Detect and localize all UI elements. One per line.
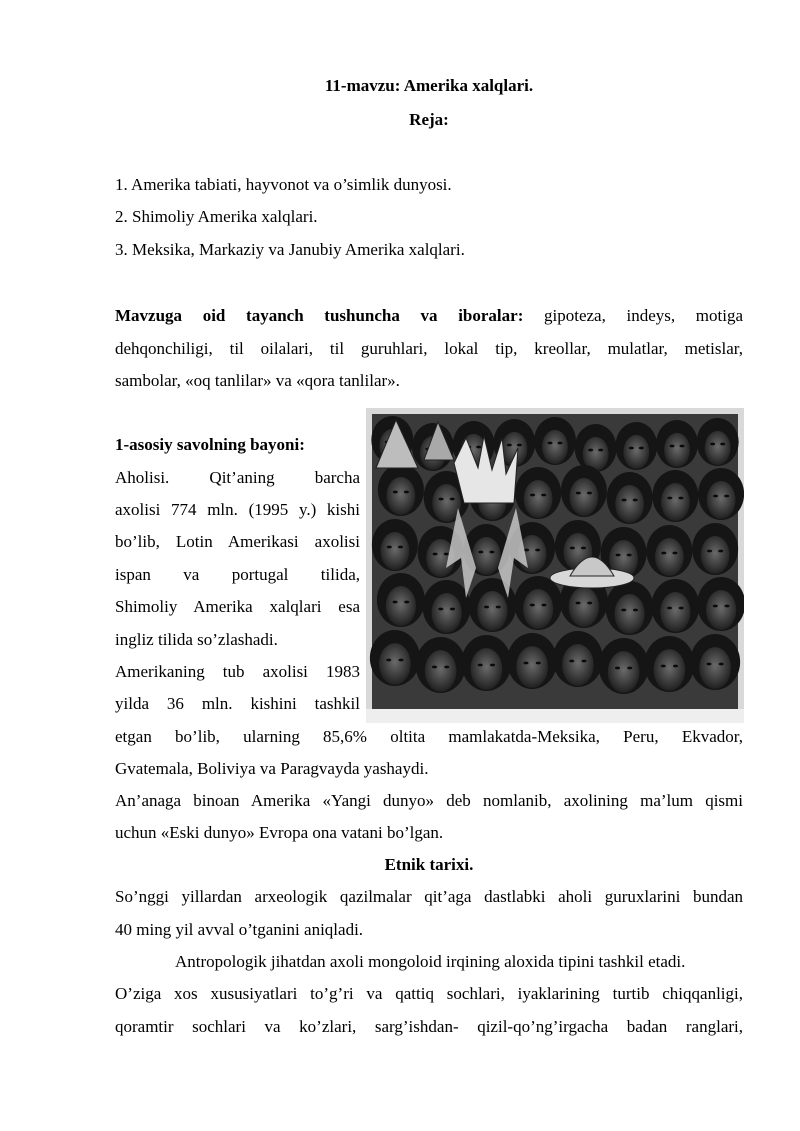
plan-item-2: 2. Shimoliy Amerika xalqlari. bbox=[115, 207, 318, 226]
portrait-eye bbox=[507, 444, 512, 447]
narrow-line-4: ispan va portugal tilida, bbox=[115, 565, 360, 584]
portrait-face bbox=[705, 431, 731, 465]
section2-heading: Etnik tarixi. bbox=[384, 855, 474, 874]
portrait-eye bbox=[710, 443, 715, 446]
portrait-eye bbox=[569, 660, 574, 663]
portrait-eye bbox=[627, 667, 632, 670]
portrait-eye bbox=[404, 491, 409, 494]
portrait-eye bbox=[718, 550, 723, 553]
portrait-eye bbox=[524, 549, 529, 552]
portrait-eye bbox=[667, 497, 672, 500]
portrait-eye bbox=[720, 443, 725, 446]
portrait-face bbox=[524, 480, 553, 518]
portrait-eye bbox=[627, 554, 632, 557]
portrait-eye bbox=[588, 449, 593, 452]
portrait-eye bbox=[558, 442, 563, 445]
portrait-face bbox=[472, 537, 501, 575]
portrait-eye bbox=[615, 667, 620, 670]
portrait-eye bbox=[598, 449, 603, 452]
portraits-illustration bbox=[366, 408, 744, 723]
narrow-line-2: axolisi 774 mln. (1995 y.) kishi bbox=[115, 500, 360, 519]
portrait-eye bbox=[639, 447, 644, 450]
portrait-face bbox=[615, 594, 645, 634]
portrait-face bbox=[523, 589, 553, 629]
portrait-eye bbox=[386, 659, 391, 662]
portrait-face bbox=[569, 587, 599, 627]
portrait-eye bbox=[575, 602, 580, 605]
portrait-eye bbox=[489, 551, 494, 554]
portrait-eye bbox=[496, 606, 501, 609]
portrait-eye bbox=[542, 604, 547, 607]
portrait-face bbox=[380, 532, 409, 570]
portrait-face bbox=[542, 430, 568, 464]
portrait-eye bbox=[439, 498, 444, 501]
portrait-eye bbox=[629, 447, 634, 450]
portrait-eye bbox=[432, 666, 437, 669]
narrow-line-7: Amerikaning tub axolisi 1983 bbox=[115, 662, 360, 681]
wide-line-4: uchun «Eski dunyo» Evropa ona vatani bo’lgan. bbox=[115, 823, 444, 842]
portrait-eye bbox=[621, 609, 626, 612]
portrait-face bbox=[655, 538, 684, 576]
portrait-eye bbox=[535, 549, 540, 552]
portrait-eye bbox=[713, 495, 718, 498]
portrait-eye bbox=[725, 605, 730, 608]
keyterms-first: gipoteza, indeys, motiga bbox=[523, 306, 743, 325]
portrait-eye bbox=[587, 492, 592, 495]
portrait-face bbox=[562, 644, 594, 686]
portrait-eye bbox=[719, 663, 724, 666]
wide-line-1: etgan bo’lib, ularning 85,6% oltita mamlakatda-Meksika, Peru, Ekvador, bbox=[115, 727, 743, 746]
portrait-eye bbox=[404, 601, 409, 604]
portrait-eye bbox=[387, 546, 392, 549]
page-title: 11-mavzu: Amerika xalqlari. bbox=[324, 76, 534, 95]
portrait-eye bbox=[672, 552, 677, 555]
portrait-eye bbox=[669, 445, 674, 448]
portrait-eye bbox=[478, 664, 483, 667]
narrow-line-5: Shimoliy Amerika xalqlari esa bbox=[115, 597, 360, 616]
portrait-face bbox=[654, 649, 686, 691]
wide-line-2: Gvatemala, Boliviya va Paragvayda yashaydi. bbox=[115, 759, 429, 778]
portrait-face bbox=[386, 586, 416, 626]
portrait-face bbox=[608, 651, 640, 693]
narrow-line-3: bo’lib, Lotin Amerikasi axolisi bbox=[115, 532, 360, 551]
portrait-eye bbox=[450, 608, 455, 611]
portrait-face bbox=[699, 647, 731, 689]
portrait-face bbox=[569, 478, 598, 516]
portrait-eye bbox=[667, 607, 672, 610]
portrait-face bbox=[477, 591, 507, 631]
portrait-eye bbox=[679, 607, 684, 610]
plan-item-1: 1. Amerika tabiati, hayvonot va o’simlik dunyosi. bbox=[115, 175, 452, 194]
portrait-eye bbox=[706, 663, 711, 666]
plan-heading: Reja: bbox=[409, 110, 449, 129]
portrait-eye bbox=[633, 609, 638, 612]
portrait-eye bbox=[530, 604, 535, 607]
portrait-face bbox=[471, 648, 503, 690]
portrait-eye bbox=[484, 606, 489, 609]
portrait-eye bbox=[587, 602, 592, 605]
portrait-face bbox=[707, 481, 736, 519]
portrait-eye bbox=[633, 499, 638, 502]
portrait-eye bbox=[398, 546, 403, 549]
portrait-eye bbox=[570, 547, 575, 550]
portrait-eye bbox=[724, 495, 729, 498]
portrait-face bbox=[516, 646, 548, 688]
portrait-eye bbox=[517, 444, 522, 447]
portrait-face bbox=[615, 485, 644, 523]
portrait-eye bbox=[530, 494, 535, 497]
portrait-face bbox=[386, 477, 415, 515]
portrait-eye bbox=[523, 662, 528, 665]
portrait-eye bbox=[547, 442, 552, 445]
portrait-eye bbox=[713, 605, 718, 608]
wide-line-3: An’anaga binoan Amerika «Yangi dunyo» deb nomlanib, axolining ma’lum qismi bbox=[115, 791, 743, 810]
portrait-eye bbox=[616, 554, 621, 557]
portrait-eye bbox=[438, 608, 443, 611]
final-line-1: O’ziga xos xususiyatlari to’g’ri va qattiq sochlari, iyaklarining turtib chiqqanligi, bbox=[115, 984, 743, 1003]
portrait-eye bbox=[680, 445, 685, 448]
narrow-line-1: Aholisi. Qit’aning barcha bbox=[115, 468, 360, 487]
portrait-eye bbox=[678, 497, 683, 500]
indigenous-peoples-engraving bbox=[366, 408, 744, 723]
portrait-eye bbox=[622, 499, 627, 502]
keyterms-line-2: dehqonchiligi, til oilalari, til guruhlari, lokal tip, kreollar, mulatlar, metislar, bbox=[115, 339, 743, 358]
portrait-eye bbox=[393, 491, 398, 494]
portrait-eye bbox=[673, 665, 678, 668]
section1-heading: 1-asosiy savolning bayoni: bbox=[115, 435, 305, 454]
keyterms-label: Mavzuga oid tayanch tushuncha va iboralar: bbox=[115, 306, 524, 325]
section2-line-2: 40 ming yil avval o’tganini aniqladi. bbox=[115, 920, 364, 939]
portrait-eye bbox=[707, 550, 712, 553]
portrait-eye bbox=[582, 660, 587, 663]
portrait-eye bbox=[444, 553, 449, 556]
portrait-eye bbox=[450, 498, 455, 501]
section2-line-1: So’nggi yillardan arxeologik qazilmalar qit’aga dastlabki aholi guruxlarini bundan bbox=[115, 887, 743, 906]
portrait-eye bbox=[478, 551, 483, 554]
portrait-eye bbox=[536, 662, 541, 665]
portrait-eye bbox=[444, 666, 449, 669]
portrait-eye bbox=[581, 547, 586, 550]
indent-paragraph-line: Antropologik jihatdan axoli mongoloid irqining aloxida tipini tashkil etadi. bbox=[175, 952, 686, 971]
portrait-eye bbox=[399, 659, 404, 662]
final-line-2: qoramtir sochlari va ko’zlari, sarg’ishdan- qizil-qo’ng’irgacha badan ranglari, bbox=[115, 1017, 743, 1036]
portrait-face bbox=[379, 643, 411, 685]
portrait-eye bbox=[541, 494, 546, 497]
portrait-face bbox=[661, 483, 690, 521]
portrait-face bbox=[701, 536, 730, 574]
portrait-eye bbox=[576, 492, 581, 495]
keyterms-line-3: sambolar, «oq tanlilar» va «qora tanlilar». bbox=[115, 371, 400, 390]
portrait-eye bbox=[392, 601, 397, 604]
portrait-face bbox=[432, 593, 462, 633]
portrait-eye bbox=[476, 446, 481, 449]
portrait-eye bbox=[661, 665, 666, 668]
portrait-face bbox=[664, 433, 690, 467]
portrait-eye bbox=[490, 664, 495, 667]
plan-item-3: 3. Meksika, Markaziy va Janubiy Amerika xalqlari. bbox=[115, 240, 465, 259]
narrow-line-6: ingliz tilida so’zlashadi. bbox=[115, 630, 278, 649]
portrait-face bbox=[623, 435, 649, 469]
keyterms-line-1 bbox=[115, 306, 743, 326]
narrow-line-8: yilda 36 mln. kishini tashkil bbox=[115, 694, 360, 713]
portrait-eye bbox=[433, 553, 438, 556]
portrait-face bbox=[706, 590, 736, 630]
portrait-face bbox=[425, 650, 457, 692]
portrait-face bbox=[660, 592, 690, 632]
portrait-eye bbox=[661, 552, 666, 555]
